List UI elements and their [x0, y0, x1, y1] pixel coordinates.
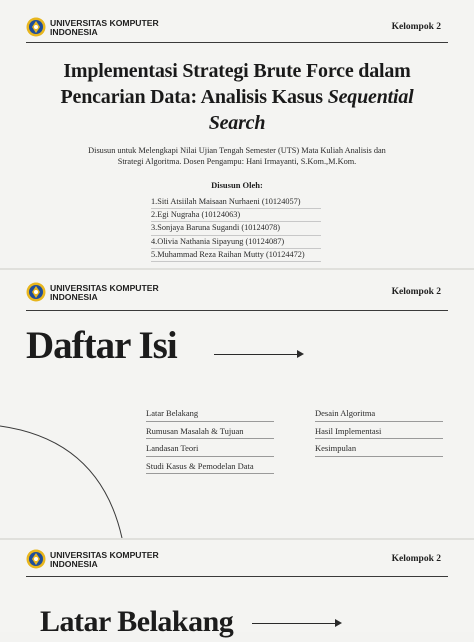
toc-item[interactable]: Kesimpulan — [315, 439, 443, 457]
toc-item[interactable]: Latar Belakang — [146, 404, 274, 422]
toc-item[interactable]: Studi Kasus & Pemodelan Data — [146, 457, 274, 475]
toc-slide — [0, 270, 474, 538]
author-item: 2.Egi Nugraha (10124063) — [151, 209, 321, 222]
unikom-logo-icon — [26, 282, 46, 302]
arrow-right-icon — [214, 350, 304, 360]
cover-description — [60, 145, 414, 167]
authors-list — [151, 196, 321, 262]
university-name-line1: UNIVERSITAS KOMPUTER — [50, 18, 159, 28]
group-label: Kelompok 2 — [391, 287, 441, 297]
cover-title — [20, 58, 454, 136]
toc-heading: Daftar Isi — [26, 324, 177, 367]
header-divider — [26, 576, 448, 577]
title-italic-2: Search — [208, 112, 266, 134]
header-divider — [26, 42, 448, 43]
author-item: 1.Siti Atsiilah Maisaan Nurhaeni (10124057) — [151, 196, 321, 209]
university-name-line2: INDONESIA — [50, 292, 98, 302]
background-slide — [0, 540, 474, 638]
toc-right-column — [315, 404, 443, 457]
group-label: Kelompok 2 — [391, 22, 441, 32]
toc-item[interactable]: Rumusan Masalah & Tujuan — [146, 422, 274, 440]
group-label: Kelompok 2 — [391, 554, 441, 564]
title-line1: Implementasi Strategi Brute Force dalam — [63, 60, 411, 82]
author-item: 4.Olivia Nathania Sipayung (10124087) — [151, 236, 321, 249]
title-italic-1: Sequential — [327, 86, 414, 108]
university-name-line1: UNIVERSITAS KOMPUTER — [50, 283, 159, 293]
toc-item[interactable]: Landasan Teori — [146, 439, 274, 457]
arrow-right-icon — [252, 619, 342, 629]
unikom-logo-icon — [26, 17, 46, 37]
author-item: 3.Sonjaya Baruna Sugandi (10124078) — [151, 222, 321, 235]
toc-item[interactable]: Hasil Implementasi — [315, 422, 443, 440]
university-name — [50, 19, 159, 37]
description-line2: Strategi Algoritma. Dosen Pengampu: Hani Irmayanti, S.Kom.,M.Kom. — [117, 157, 357, 166]
decorative-curve — [0, 420, 140, 540]
university-name-line2: INDONESIA — [50, 27, 98, 37]
toc-left-column — [146, 404, 274, 474]
title-line2: Pencarian Data: Analisis Kasus — [60, 86, 328, 108]
authors-label: Disusun Oleh: — [211, 180, 263, 190]
university-name-line1: UNIVERSITAS KOMPUTER — [50, 550, 159, 560]
unikom-logo-icon — [26, 549, 46, 569]
description-line1: Disusun untuk Melengkapi Nilai Ujian Tengah Semester (UTS) Mata Kuliah Analisis dan — [88, 146, 386, 155]
author-item: 5.Muhammad Reza Raihan Mutty (10124472) — [151, 249, 321, 262]
toc-item[interactable]: Desain Algoritma — [315, 404, 443, 422]
university-name — [50, 284, 159, 302]
university-name — [50, 551, 159, 569]
header-divider — [26, 310, 448, 311]
university-name-line2: INDONESIA — [50, 559, 98, 569]
cover-slide — [0, 0, 474, 268]
background-heading: Latar Belakang — [40, 605, 234, 638]
